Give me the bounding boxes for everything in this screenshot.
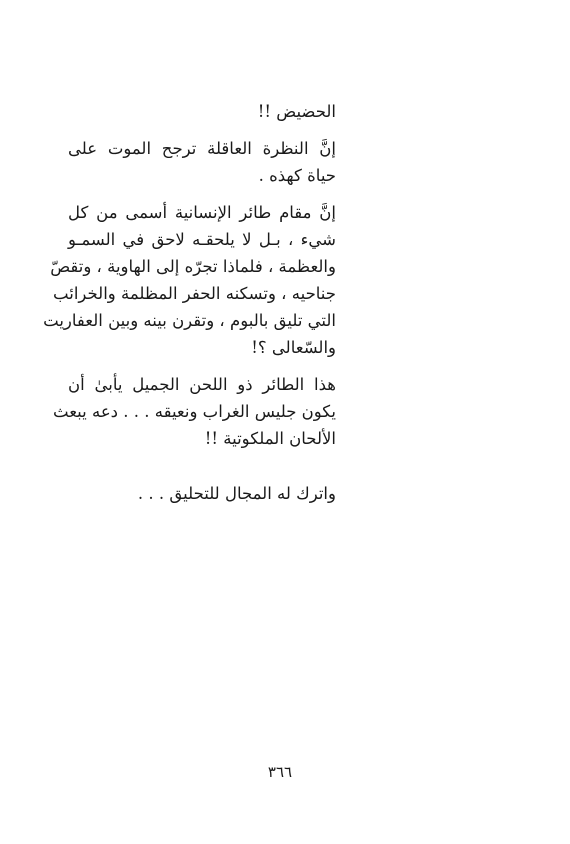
text-line: إنَّ مقام طائر الإنسانية أسمى من كل [68, 203, 336, 222]
text-line: والعظمة ، فلماذا تجرّه إلى الهاوية ، وتقصّ [50, 257, 336, 276]
text-line: الحضيض !! [257, 102, 336, 121]
page-number: ٣٦٦ [267, 763, 293, 781]
text-line: إنَّ النظرة العاقلة ترجح الموت على [68, 139, 336, 158]
text-line: والسّعالى ؟! [251, 338, 336, 357]
text-line: التي تليق بالبوم ، وتقرن بينه وبين العفاريت [43, 311, 336, 330]
text-line: شيء ، بـل لا يلحقـه لاحق في السمـو [68, 230, 336, 249]
text-line: حياة كهذه . [258, 166, 336, 185]
text-line: الألحان الملكوتية !! [204, 429, 336, 448]
text-line: يكون جليس الغراب ونعيقه . . . دعه يبعث [53, 402, 336, 421]
text-line: جناحيه ، وتسكنه الحفر المظلمة والخرائب [53, 284, 336, 303]
closing-line: واترك له المجال للتحليق . . . [137, 484, 336, 503]
text-line: هذا الطائر ذو اللحن الجميل يأبىٰ أن [68, 375, 336, 394]
page-body-text [43, 98, 336, 452]
